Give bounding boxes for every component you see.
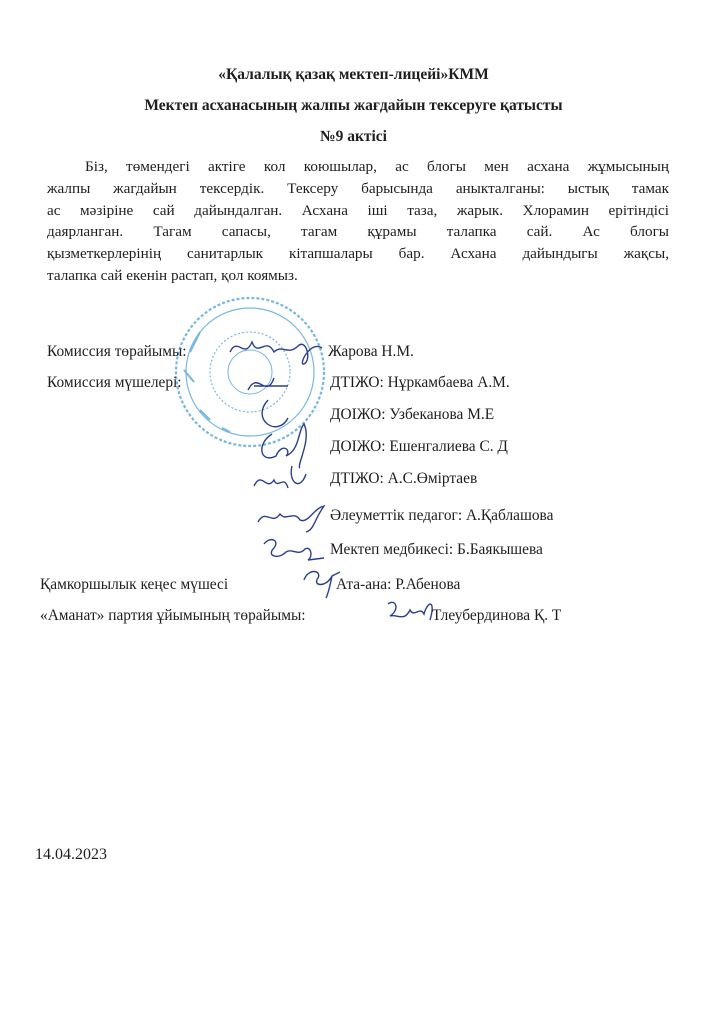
guardian-name: Ата-ана: Р.Абенова — [336, 576, 461, 593]
chair-name: Жарова Н.М. — [328, 343, 414, 360]
party-name: Тлеубердинова Қ. Т — [432, 607, 562, 624]
chair-label: Комиссия төрайымы: — [47, 343, 187, 360]
party-label: «Аманат» партия ұйымының төрайымы: — [40, 607, 306, 624]
signature-member-4 — [248, 462, 318, 502]
body-line: қызметкерлерінің санитарлык кітапшалары бар. Асхана дайындыгы жақсы, — [47, 245, 669, 263]
body-line: талапка сай екенін растап, қол коямыз. — [47, 266, 298, 284]
body-line: жалпы жагдайын тексердік. Тексеру барысында аныкталганы: ыстық тамак — [47, 179, 669, 197]
member-4: ДТІЖО: А.С.Өміртаев — [330, 470, 478, 487]
signature-member-6 — [258, 534, 328, 568]
member-6: Мектеп медбикесі: Б.Баякышева — [330, 541, 543, 558]
organization-title: «Қалалық қазақ мектеп-лицейі»КММ — [218, 66, 489, 83]
document-subject: Мектеп асханасының жалпы жағдайын тексеруге қатысты — [144, 97, 563, 114]
act-number: №9 актісі — [320, 128, 387, 145]
member-2: ДОІЖО: Узбеканова М.Е — [330, 406, 495, 423]
members-label: Комиссия мүшелері: — [47, 374, 182, 391]
signature-party — [382, 596, 438, 630]
member-3: ДОІЖО: Ешенгалиева С. Д — [330, 438, 508, 455]
body-line: Біз, төмендегі актіге кол коюшылар, ас блогы мен асхана жұмысының — [85, 158, 669, 175]
signature-member-5 — [254, 500, 330, 536]
member-1: ДТІЖО: Нұркамбаева А.М. — [330, 374, 510, 391]
body-line: даярланган. Тагам сапасы, тагам құрамы талапка сай. Ас блогы — [47, 223, 669, 241]
member-5: Әлеуметтік педагог: А.Қаблашова — [330, 507, 554, 524]
body-paragraph — [47, 156, 669, 287]
document-date: 14.04.2023 — [35, 846, 107, 863]
guardian-label: Қамкоршылык кеңес мүшесі — [40, 576, 229, 593]
body-line: ас мәзіріне сай дайындалган. Асхана іші таза, жарык. Хлорамин ерітіндісі — [47, 201, 669, 219]
